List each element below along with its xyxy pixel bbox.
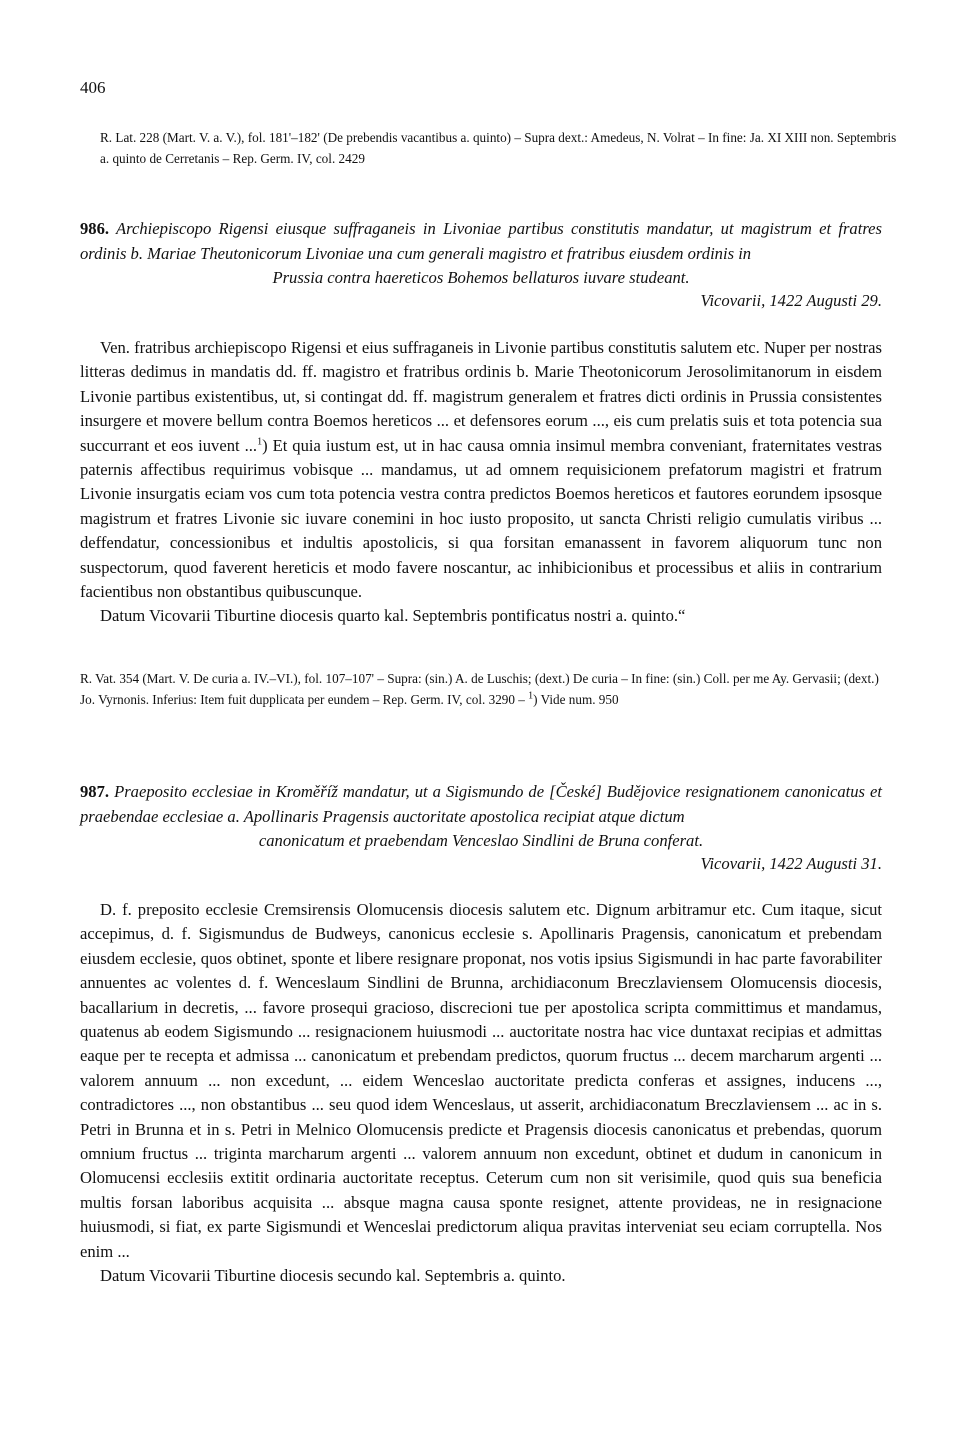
regest-986-text: Archiepiscopo Rigensi eiusque suffraganeis in Livoniae partibus constitutis mandatur, ut magistrum et fratres ordinis b. Mariae Theutonicorum Livoniae una cum generali magistro et fratribus eiusdem ordinis in xyxy=(80,219,882,263)
text-986-part1: Ven. fratribus archiepiscopo Rigensi et eius suffraganeis in Livonie partibus constitutis salutem etc. Nuper per nostras litteras dedimus in mandatis dd. ff. magistro et fratribus ordinis b. Marie Theotonicorum Jerosolimitanorum in eisdem Livonie partibus existentibus, ut, si contingat dd. ff. magistrum generalem et fratres dicti ordinis in Prussia consistentes insurgere et movere bellum contra Boemos hereticos ... et defensores eorum ..., eis cum prelatis suis et tota potencia sua succurrant et eos iuvent ... xyxy=(80,338,882,455)
note-986-part2: ) Vide num. 950 xyxy=(533,692,619,707)
regest-986-last-line: Prussia contra haereticos Bohemos bellaturos iuvare studeant. xyxy=(272,268,690,287)
regest-987-text: Praeposito ecclesiae in Kroměříž mandatur, ut a Sigismundo de [České] Budějovice resignationem canonicatus et praebendae ecclesiae a. Apollinaris Pragensis auctoritate apostolica recipiat atque dictum xyxy=(80,782,882,826)
footnote-mark-986: 1 xyxy=(257,436,263,448)
datum-987: Datum Vicovarii Tiburtine diocesis secundo kal. Septembris a. quinto. xyxy=(100,1266,566,1286)
document-page xyxy=(80,0,897,1447)
text-987-paragraph: D. f. preposito ecclesie Cremsirensis Olomucensis diocesis salutem etc. Dignum arbitramur etc. Cum itaque, sicut accepimus, d. f. Sigismundus de Budweys, canonicus ecclesie s. Apollinaris Pragensis, canonicatum et prebendam eiusdem ecclesie, quos obtinet, sponte et libere resignare proponat, nos votis ipsius Sigismundi in hac parte favorabiliter annuentes ac volentes d. f. Wenceslaum Sindlini de Brunna, archidiaconum Breczlaviensem Olomucensis diocesis, bacallarium in decretis, ... favore prosequi gracioso, discrecioni tue per apostolica scripta committimus et mandamus, quatenus ab eodem Sigismundo ... resignacionem huiusmodi ... auctoritate nostra hac vice duntaxat recipias et admittas eaque per te recepta et admissa ... canonicatum et prebendam predictos, quorum fructus ... decem marcharum argenti ... valorem annuum ... non excedunt, ... eidem Wenceslao auctoritate predicta conferas et assignes, inducens ..., contradictores ..., non obstantibus ... seu quod idem Wenceslaus, ut asserit, archidiaconatum Breczlaviensem ... ac in s. Petri in Brunna et in s. Petri in Melnico Olomucensis predicte et Pragensis diocesis canonicatus et prebendas, quorum omnium fructus ... triginta marcharum argenti ... valorem annuum non excedunt, obtinet et dudum in canonicum in Olomucensi ecclesiis extitit ordinaria auctoritate receptus. Ceterum cum non sit verisimile, quod quis sua beneficia multis forsan laboribus acquisita ... absque magna causa sponte resignet, attente provideas, ne in resignacione huiusmodi, si fiat, ex parte Sigismundi et Wenceslai predictorum aliqua pravitas interveniat seu eciam corruptella. Nos enim ... xyxy=(80,900,882,1261)
date-line-987: Vicovarii, 1422 Augusti 31. xyxy=(700,854,882,873)
page-number: 406 xyxy=(80,78,106,97)
datum-986: Datum Vicovarii Tiburtine diocesis quarto kal. Septembris pontificatus nostri a. quinto.“ xyxy=(100,606,686,626)
note-986-mark: 1 xyxy=(528,690,534,702)
regest-987 xyxy=(80,780,882,854)
date-line-986: Vicovarii, 1422 Augusti 29. xyxy=(700,291,882,310)
archival-note-top: R. Lat. 228 (Mart. V. a. V.), fol. 181'–182' (De prebendis vacantibus a. quinto) – Supra dext.: Amedeus, N. Volrat – In fine: Ja. XI XIII non. Septembris a. quinto de Cerretanis – Rep. Germ. IV, col. 2429 xyxy=(100,130,897,166)
regest-986 xyxy=(80,217,882,291)
note-986-part1: R. Vat. 354 (Mart. V. De curia a. IV.–VI.), fol. 107–107' – Supra: (sin.) A. de Luschis; (dext.) De curia – In fine: (sin.) Coll. per me Ay. Gervasii; (dext.) Jo. Vyrnonis. Inferius: Item fuit dupplicata per eundem – Rep. Germ. IV, col. 3290 – xyxy=(80,671,879,707)
entry-number-986: 986. xyxy=(80,219,110,238)
text-986 xyxy=(80,336,882,629)
regest-987-last-line: canonicatum et praebendam Venceslao Sindlini de Bruna conferat. xyxy=(258,831,704,850)
text-987 xyxy=(80,898,882,1289)
text-986-part2: ) Et quia iustum est, ut in hac causa omnia insimul membra conveniant, fraternitates vestras paternis affectibus requirimus vobisque ... mandamus, ut ad omnem requisicionem prefatorum magistri et fratrum Livonie insurgatis eciam vos cum tota potencia vestra contra predictos Boemos hereticos et fautores eorundem ipsosque magistrum et fratres Livonie sic iuvare conemini in hoc iusto proposito, ut sancta Christi religio cumulatis viribus ... deffendatur, concessionibus et indultis apostolicis, si qua forsitan emanassent in favorem aliquorum tunc non suspectorum, quod faverent hereticis et modo favere noscantur, ac inhibicionibus et processibus et aliis in contrarium facientibus non obstantibus quibuscunque. xyxy=(80,435,883,602)
archival-note-986 xyxy=(80,668,882,710)
text-986-paragraph xyxy=(80,336,882,604)
entry-number-987: 987. xyxy=(80,782,110,801)
